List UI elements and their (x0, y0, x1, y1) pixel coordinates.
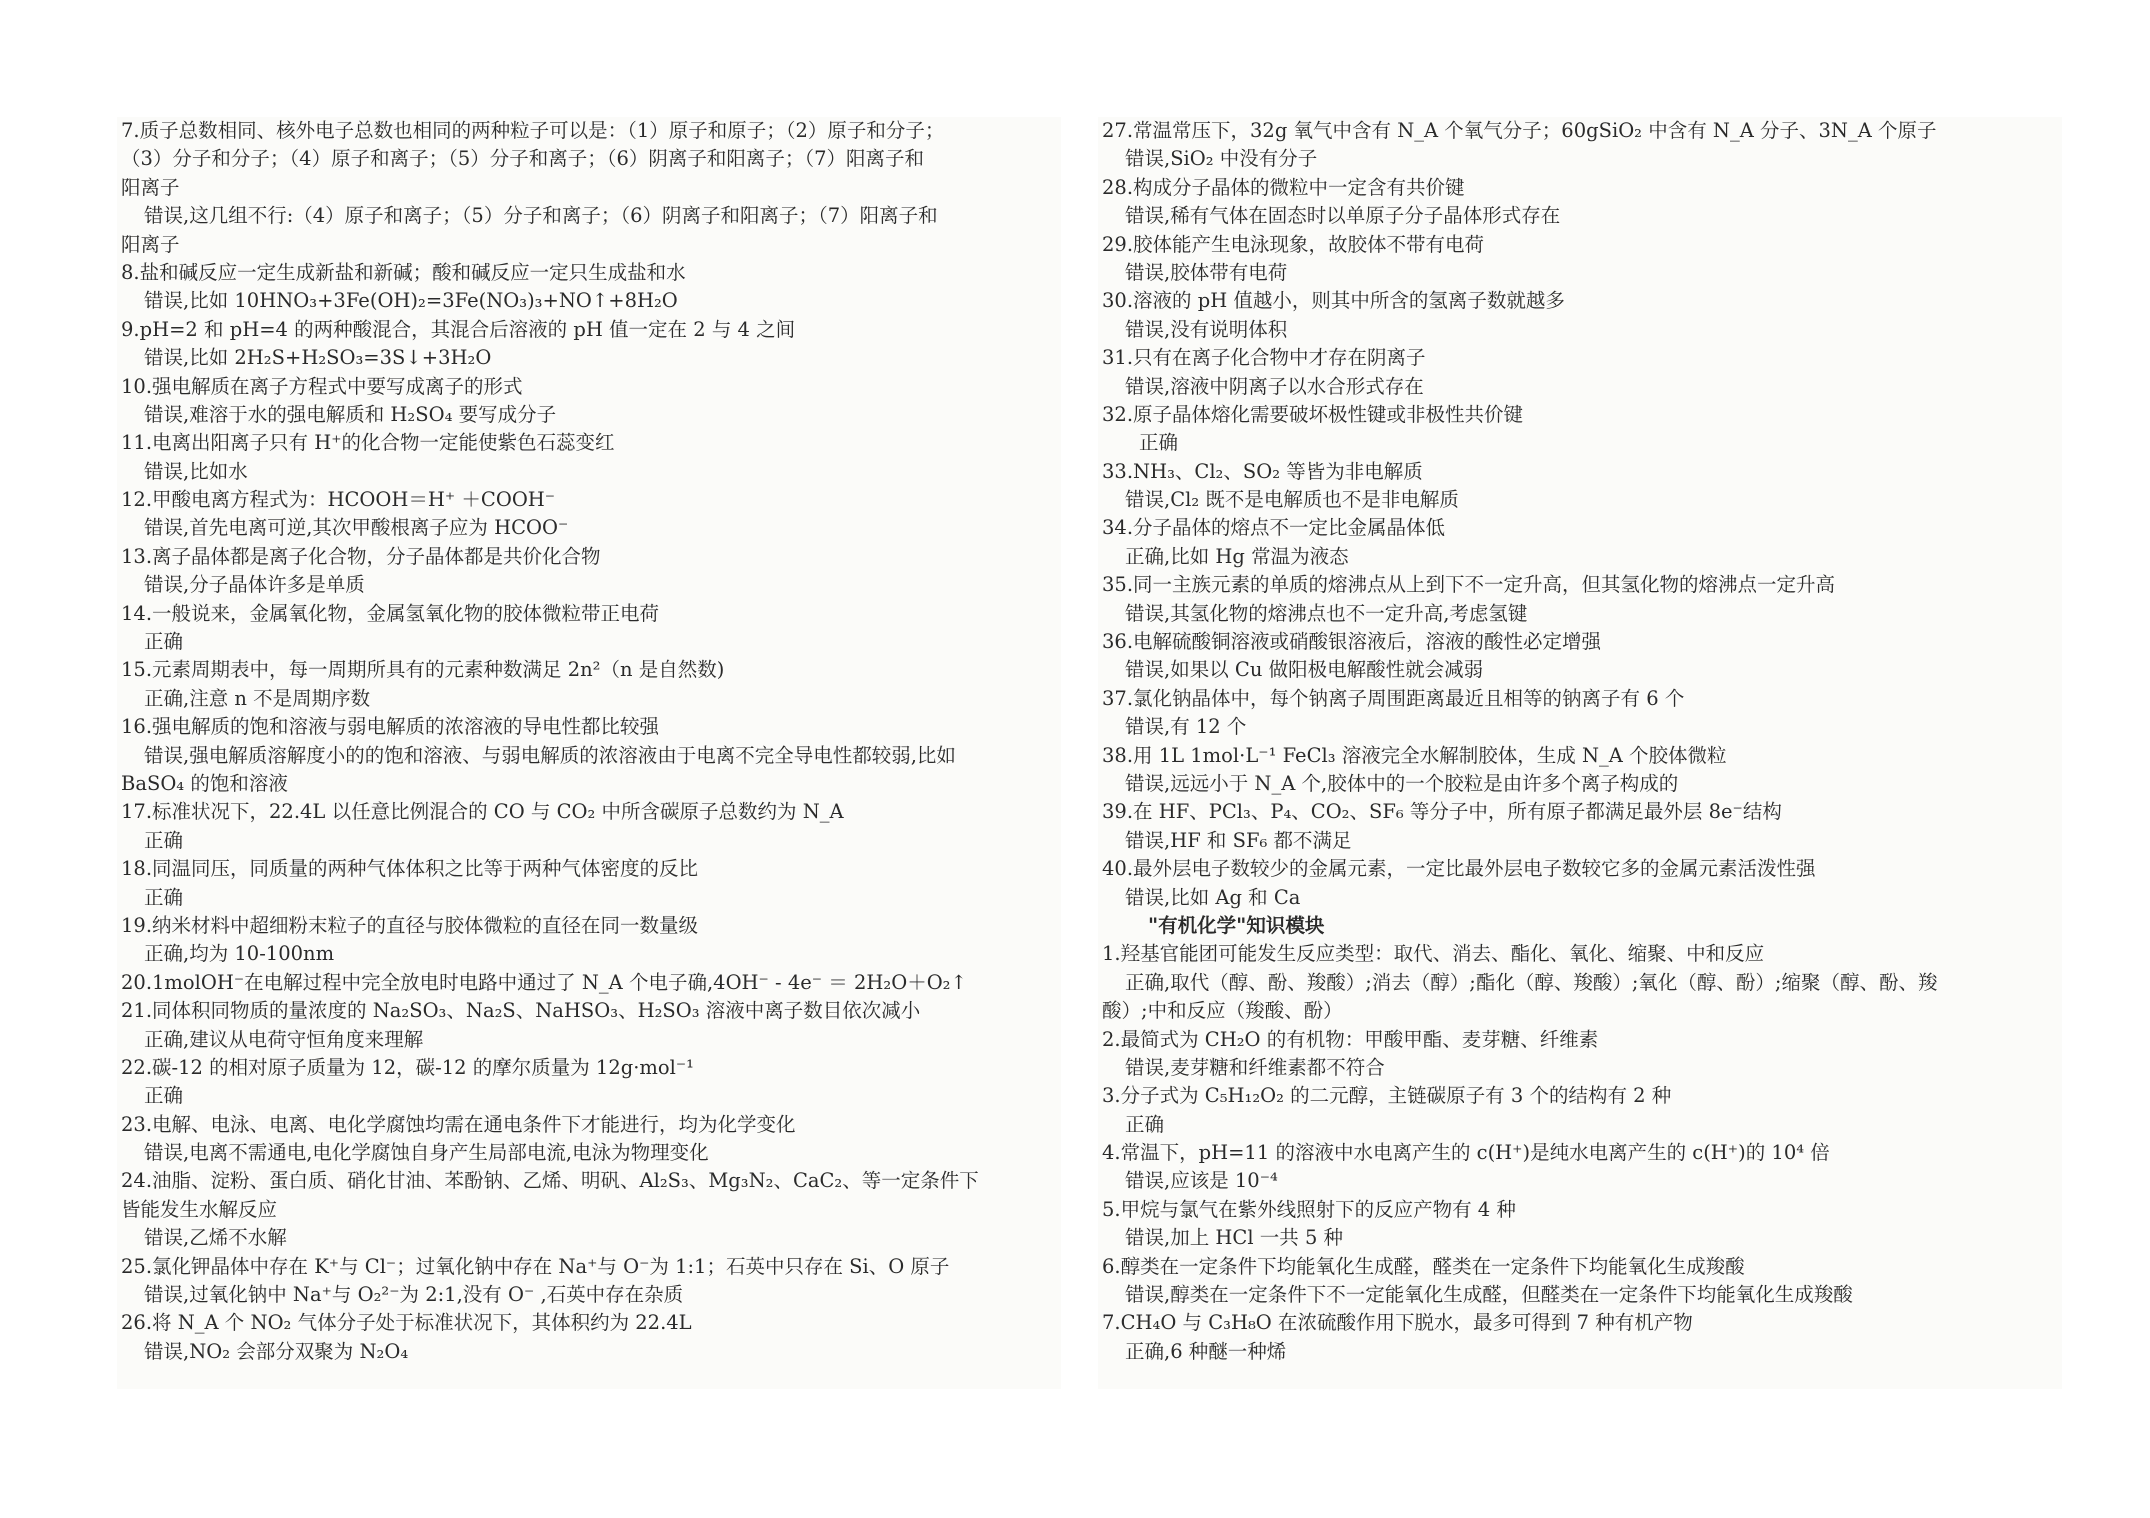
text-line: 13.离子晶体都是离子化合物，分子晶体都是共价化合物 (121, 544, 601, 568)
text-line: 正确,取代（醇、酚、羧酸）;消去（醇）;酯化（醇、羧酸）;氧化（醇、酚）;缩聚（醇、酚、羧 (1125, 970, 1938, 994)
text-line: 错误,首先电离可逆,其次甲酸根离子应为 HCOO⁻ (144, 516, 569, 540)
text-line: 2.最简式为 CH₂O 的有机物：甲酸甲酯、麦芽糖、纤维素 (1102, 1027, 1599, 1051)
text-line: 错误,胶体带有电荷 (1125, 260, 1288, 284)
text-line: 错误,乙烯不水解 (144, 1226, 287, 1250)
text-line: 错误,如果以 Cu 做阳极电解酸性就会减弱 (1125, 658, 1484, 682)
text-line: 36.电解硫酸铜溶液或硝酸银溶液后，溶液的酸性必定增强 (1102, 630, 1602, 654)
text-line: 正确 (144, 828, 184, 852)
text-line: 正确,建议从电荷守恒角度来理解 (144, 1027, 424, 1051)
text-line: 错误,SiO₂ 中没有分子 (1125, 147, 1318, 171)
text-line: 6.醇类在一定条件下均能氧化生成醛，醛类在一定条件下均能氧化生成羧酸 (1102, 1254, 1745, 1278)
text-line: 错误,没有说明体积 (1125, 317, 1288, 341)
text-line: 40.最外层电子数较少的金属元素，一定比最外层电子数较它多的金属元素活泼性强 (1102, 857, 1816, 881)
text-line: 正确 (1125, 1112, 1165, 1136)
text-line: 10.强电解质在离子方程式中要写成离子的形式 (121, 374, 523, 398)
text-line: 错误,比如 2H₂S+H₂SO₃=3S↓+3H₂O (144, 346, 492, 370)
right-column (1098, 117, 2062, 1389)
text-line: 错误,比如 10HNO₃+3Fe(OH)₂=3Fe(NO₃)₃+NO↑+8H₂O (144, 289, 678, 313)
text-line: 34.分子晶体的熔点不一定比金属晶体低 (1102, 516, 1446, 540)
text-line: 29.胶体能产生电泳现象，故胶体不带有电荷 (1102, 232, 1485, 256)
text-line: 4.常温下，pH=11 的溶液中水电离产生的 c(H⁺)是纯水电离产生的 c(H⁺)的 10⁴ 倍 (1102, 1141, 1830, 1165)
text-line: 正确,6 种醚一种烯 (1125, 1339, 1287, 1363)
text-line: 错误,醇类在一定条件下不一定能氧化生成醛，但醛类在一定条件下均能氧化生成羧酸 (1125, 1283, 1853, 1307)
text-line: 正确,注意 n 不是周期序数 (144, 686, 371, 710)
text-line: 37.氯化钠晶体中，每个钠离子周围距离最近且相等的钠离子有 6 个 (1102, 686, 1685, 710)
text-line: 正确 (144, 1084, 184, 1108)
text-line: 16.强电解质的饱和溶液与弱电解质的浓溶液的导电性都比较强 (121, 715, 660, 739)
text-line: 22.碳-12 的相对原子质量为 12，碳-12 的摩尔质量为 12g·mol⁻¹ (121, 1055, 694, 1079)
text-line: 17.标准状况下，22.4L 以任意比例混合的 CO 与 CO₂ 中所含碳原子总数约为 N_A (121, 800, 844, 824)
text-line: 错误,麦芽糖和纤维素都不符合 (1125, 1055, 1385, 1079)
text-line: 错误,应该是 10⁻⁴ (1125, 1169, 1278, 1193)
text-line: 8.盐和碱反应一定生成新盐和新碱；酸和碱反应一定只生成盐和水 (121, 260, 686, 284)
text-line: 20.1molOH⁻在电解过程中完全放电时电路中通过了 N_A 个电子确,4OH⁻ - 4e⁻ ＝ 2H₂O＋O₂↑ (121, 970, 967, 994)
left-column (117, 117, 1061, 1389)
text-line: 错误,比如 Ag 和 Ca (1125, 885, 1301, 909)
text-line: 错误,NO₂ 会部分双聚为 N₂O₄ (144, 1339, 409, 1363)
text-line: 19.纳米材料中超细粉末粒子的直径与胶体微粒的直径在同一数量级 (121, 913, 699, 937)
text-line: 35.同一主族元素的单质的熔沸点从上到下不一定升高，但其氢化物的熔沸点一定升高 (1102, 573, 1836, 597)
text-line: 23.电解、电泳、电离、电化学腐蚀均需在通电条件下才能进行，均为化学变化 (121, 1112, 796, 1136)
text-line: 21.同体积同物质的量浓度的 Na₂SO₃、Na₂S、NaHSO₃、H₂SO₃ 溶液中离子数目依次减小 (121, 999, 921, 1023)
text-line: 错误,稀有气体在固态时以单原子分子晶体形式存在 (1125, 204, 1561, 228)
section-heading: "有机化学"知识模块 (1148, 913, 1325, 937)
text-line: 错误,有 12 个 (1125, 715, 1247, 739)
text-line: 错误,溶液中阴离子以水合形式存在 (1125, 374, 1424, 398)
text-line: 25.氯化钾晶体中存在 K⁺与 Cl⁻；过氧化钠中存在 Na⁺与 O⁻为 1:1；石英中只存在 Si、O 原子 (121, 1254, 950, 1278)
text-line: 9.pH=2 和 pH=4 的两种酸混合，其混合后溶液的 pH 值一定在 2 与 4 之间 (121, 317, 796, 341)
text-line: 7.质子总数相同、核外电子总数也相同的两种粒子可以是：（1）原子和原子；（2）原子和分子； (121, 119, 945, 142)
text-line: 错误,加上 HCl 一共 5 种 (1125, 1226, 1344, 1250)
text-line: 7.CH₄O 与 C₃H₈O 在浓硫酸作用下脱水，最多可得到 7 种有机产物 (1102, 1311, 1693, 1335)
text-line: 28.构成分子晶体的微粒中一定含有共价键 (1102, 175, 1465, 199)
text-line: 皆能发生水解反应 (121, 1197, 278, 1221)
text-line: 错误,HF 和 SF₆ 都不满足 (1125, 828, 1352, 852)
text-line: BaSO₄ 的饱和溶液 (121, 771, 288, 795)
text-line: 12.甲酸电离方程式为：HCOOH＝H⁺ ＋COOH⁻ (121, 488, 556, 512)
text-line: 32.原子晶体熔化需要破坏极性键或非极性共价键 (1102, 402, 1524, 426)
text-line: （3）分子和分子；（4）原子和离子；（5）分子和离子；（6）阴离子和阳离子；（7）阳离子和 (121, 147, 925, 171)
text-line: 14.一般说来，金属氧化物，金属氢氧化物的胶体微粒带正电荷 (121, 601, 660, 625)
text-line: 正确 (1139, 431, 1179, 455)
text-line: 阳离子 (121, 232, 180, 256)
text-line: 错误,电离不需通电,电化学腐蚀自身产生局部电流,电泳为物理变化 (144, 1141, 709, 1165)
text-line: 错误,分子晶体许多是单质 (144, 573, 365, 597)
text-line: 错误,Cl₂ 既不是电解质也不是非电解质 (1125, 488, 1459, 512)
text-line: 33.NH₃、Cl₂、SO₂ 等皆为非电解质 (1102, 459, 1423, 483)
text-line: 39.在 HF、PCl₃、P₄、CO₂、SF₆ 等分子中，所有原子都满足最外层 8e⁻结构 (1102, 800, 1782, 824)
text-line: 错误,难溶于水的强电解质和 H₂SO₄ 要写成分子 (144, 402, 557, 426)
text-line: 错误,其氢化物的熔沸点也不一定升高,考虑氢键 (1125, 601, 1528, 625)
text-line: 错误,强电解质溶解度小的的饱和溶液、与弱电解质的浓溶液由于电离不完全导电性都较弱,比如 (144, 743, 956, 767)
text-line: 11.电离出阳离子只有 H⁺的化合物一定能使紫色石蕊变红 (121, 431, 615, 455)
text-line: 正确 (144, 885, 184, 909)
text-line: 错误,比如水 (144, 459, 248, 483)
text-line: 阳离子 (121, 175, 180, 199)
text-line: 31.只有在离子化合物中才存在阴离子 (1102, 346, 1426, 370)
text-line: 错误,远远小于 N_A 个,胶体中的一个胶粒是由许多个离子构成的 (1125, 771, 1679, 795)
text-line: 18.同温同压，同质量的两种气体体积之比等于两种气体密度的反比 (121, 857, 699, 881)
text-line: 3.分子式为 C₅H₁₂O₂ 的二元醇，主链碳原子有 3 个的结构有 2 种 (1102, 1084, 1672, 1108)
text-line: 酸）;中和反应（羧酸、酚） (1102, 999, 1343, 1023)
text-line: 24.油脂、淀粉、蛋白质、硝化甘油、苯酚钠、乙烯、明矾、Al₂S₃、Mg₃N₂、CaC₂、等一定条件下 (121, 1169, 979, 1193)
text-line: 错误,过氧化钠中 Na⁺与 O₂²⁻为 2:1,没有 O⁻ ,石英中存在杂质 (144, 1283, 684, 1307)
text-line: 30.溶液的 pH 值越小，则其中所含的氢离子数就越多 (1102, 289, 1565, 313)
text-line: 1.羟基官能团可能发生反应类型：取代、消去、酯化、氧化、缩聚、中和反应 (1102, 942, 1765, 966)
text-line: 26.将 N_A 个 NO₂ 气体分子处于标准状况下，其体积约为 22.4L (121, 1311, 692, 1335)
text-line: 27.常温常压下，32g 氧气中含有 N_A 个氧气分子；60gSiO₂ 中含有 N_A 分子、3N_A 个原子 (1102, 119, 1937, 142)
text-line: 正确,均为 10-100nm (144, 942, 335, 966)
text-line: 正确 (144, 630, 184, 654)
text-line: 5.甲烷与氯气在紫外线照射下的反应产物有 4 种 (1102, 1197, 1516, 1221)
text-line: 正确,比如 Hg 常温为液态 (1125, 544, 1349, 568)
text-line: 错误,这几组不行:（4）原子和离子；（5）分子和离子；（6）阴离子和阳离子；（7）阳离子和 (144, 204, 938, 228)
text-line: 15.元素周期表中，每一周期所具有的元素种数满足 2n²（n 是自然数) (121, 658, 725, 682)
text-line: 38.用 1L 1mol·L⁻¹ FeCl₃ 溶液完全水解制胶体，生成 N_A 个胶体微粒 (1102, 743, 1727, 767)
